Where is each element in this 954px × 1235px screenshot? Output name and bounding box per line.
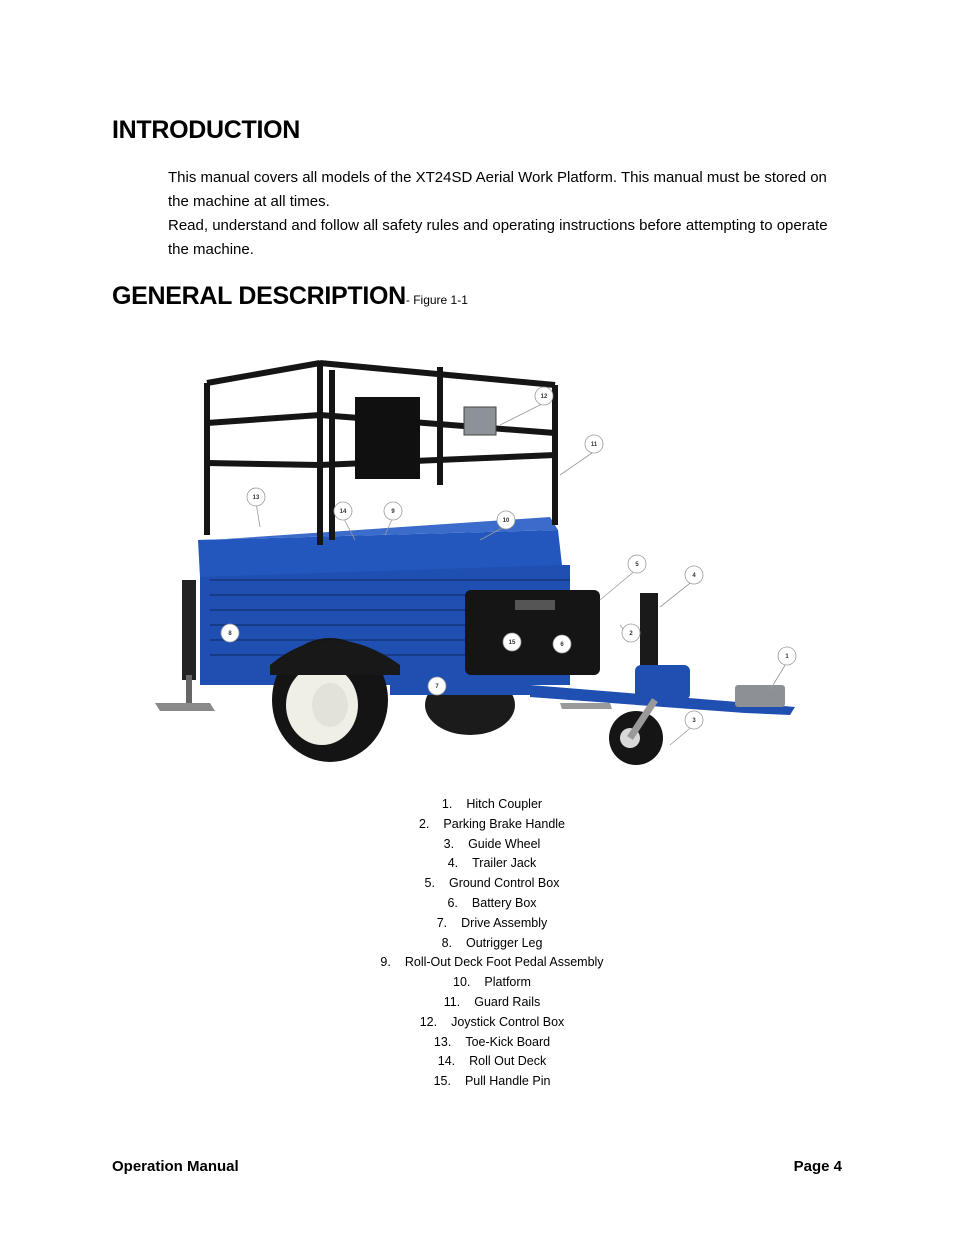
part-number: 15. <box>433 1074 451 1089</box>
part-number: 13. <box>433 1034 452 1049</box>
callout-9-label: 9 <box>391 509 395 515</box>
part-number: 4. <box>447 856 459 871</box>
outrigger-leg-rod <box>186 675 192 703</box>
general-description-title: GENERAL DESCRIPTION <box>112 282 406 310</box>
outrigger-pad-right <box>560 703 612 709</box>
part-number: 7. <box>436 915 448 930</box>
control-panel-strip <box>515 600 555 610</box>
intro-paragraph-2: Read, understand and follow all safety rules and operating instructions before attempting to operate the machine. <box>168 217 828 258</box>
list-item <box>300 815 684 835</box>
joystick-control-box <box>464 407 496 435</box>
part-number: 1. <box>441 797 453 811</box>
footer-title: Operation Manual <box>112 1158 239 1175</box>
callout-1-label: 1 <box>785 654 789 660</box>
part-label: Platform <box>484 975 531 990</box>
part-label: Joystick Control Box <box>451 1014 565 1029</box>
introduction-body <box>168 166 848 262</box>
part-label: Outrigger Leg <box>466 935 543 950</box>
list-item <box>300 894 684 914</box>
list-item <box>300 1033 684 1053</box>
list-item <box>300 835 684 855</box>
list-item <box>300 914 684 934</box>
part-label: Pull Handle Pin <box>464 1074 551 1089</box>
part-label: Guard Rails <box>474 994 541 1009</box>
part-number: 2. <box>418 816 430 831</box>
list-item <box>300 1072 684 1092</box>
outrigger-pad-left <box>155 703 215 711</box>
list-item <box>300 1052 684 1072</box>
machine-illustration <box>150 345 810 775</box>
list-item <box>300 1013 684 1033</box>
part-number: 6. <box>447 895 458 910</box>
callout-5-label: 5 <box>635 562 639 568</box>
callout-8-label: 8 <box>228 631 232 637</box>
part-number: 3. <box>443 836 455 851</box>
part-label: Guide Wheel <box>468 836 541 851</box>
callout-13-label: 13 <box>252 495 260 501</box>
part-label: Trailer Jack <box>472 856 537 871</box>
list-item <box>300 993 684 1013</box>
introduction-heading: INTRODUCTION <box>112 116 301 144</box>
callout-12-label: 12 <box>540 394 548 400</box>
part-label: Parking Brake Handle <box>443 816 566 831</box>
platform-gate <box>355 397 420 479</box>
callout-6-label: 6 <box>560 642 564 648</box>
list-item <box>300 795 684 815</box>
jack-mount <box>635 665 690 700</box>
chassis-rail <box>390 675 530 695</box>
part-label: Roll-Out Deck Foot Pedal Assembly <box>404 955 604 970</box>
general-description-heading <box>112 282 468 311</box>
part-label: Hitch Coupler <box>466 797 543 811</box>
part-label: Roll Out Deck <box>469 1054 547 1069</box>
parts-list <box>300 795 684 1092</box>
part-number: 10. <box>453 975 471 990</box>
part-label: Drive Assembly <box>461 915 548 930</box>
part-number: 8. <box>441 935 452 950</box>
part-number: 5. <box>424 876 435 891</box>
list-item <box>300 953 684 973</box>
callout-7-label: 7 <box>435 684 439 690</box>
main-wheel-hub <box>312 683 348 727</box>
part-number: 11. <box>443 994 461 1009</box>
callout-15-label: 15 <box>508 640 516 646</box>
list-item <box>300 854 684 874</box>
outrigger-leg-left <box>182 580 196 680</box>
page-number: Page 4 <box>793 1158 842 1175</box>
part-label: Toe-Kick Board <box>465 1034 551 1049</box>
callout-14-label: 14 <box>339 509 347 515</box>
callout-4-label: 4 <box>692 573 696 579</box>
part-label: Ground Control Box <box>448 876 560 891</box>
part-number: 9. <box>380 955 391 970</box>
list-item <box>300 874 684 894</box>
callout-10-label: 10 <box>502 518 510 524</box>
list-item <box>300 934 684 954</box>
intro-paragraph-1: This manual covers all models of the XT24SD Aerial Work Platform. This manual must be stored on the machine at all times. <box>168 169 827 210</box>
callout-11-label: 11 <box>590 442 598 448</box>
figure-reference: - Figure 1-1 <box>405 293 468 307</box>
part-number: 12. <box>419 1014 438 1029</box>
part-number: 14. <box>437 1054 456 1069</box>
hitch-coupler <box>735 685 785 707</box>
list-item <box>300 973 684 993</box>
part-label: Battery Box <box>471 895 537 910</box>
callout-3-label: 3 <box>692 718 696 724</box>
trailer-jack <box>640 593 658 673</box>
callout-2-label: 2 <box>629 631 633 637</box>
